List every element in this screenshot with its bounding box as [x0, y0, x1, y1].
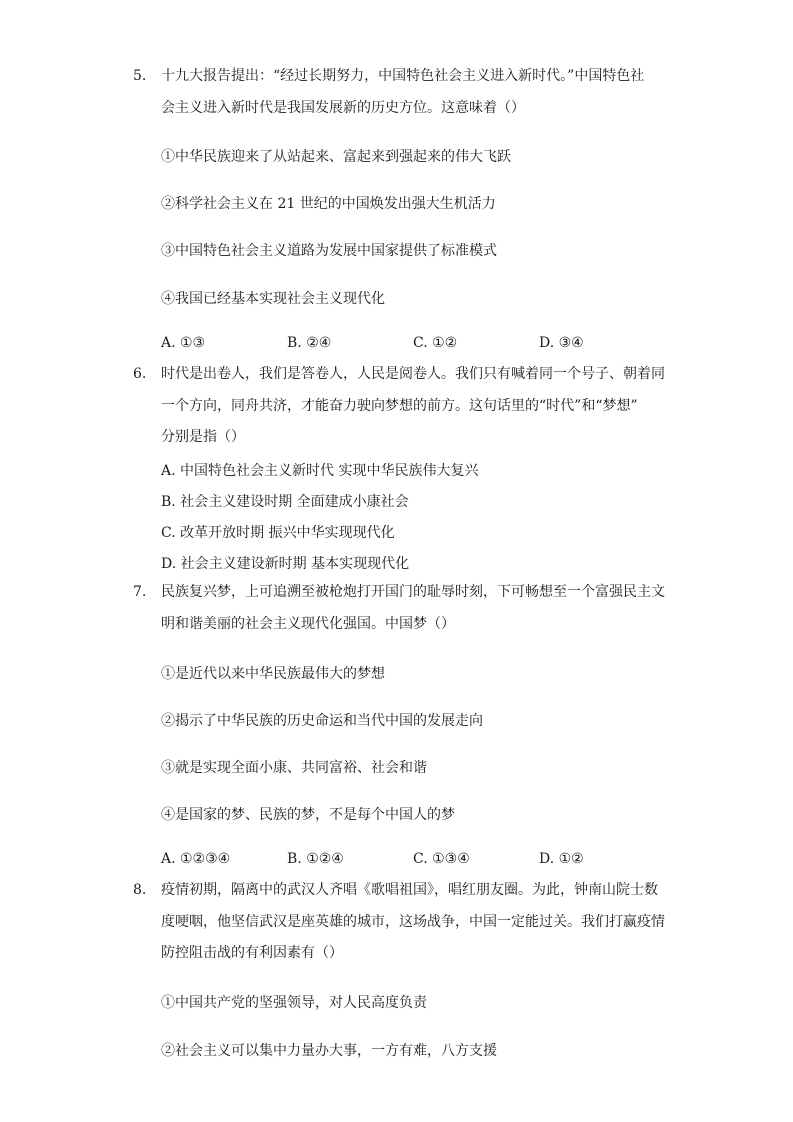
statement: ②社会主义可以集中力量办大事，一方有难，八方支援: [161, 1043, 497, 1059]
question-8: [133, 882, 673, 970]
stem-line: 防控阻击战的有利因素有（）: [161, 945, 343, 961]
stem-line: 分别是指（）: [161, 429, 245, 445]
statement: ①中国共产党的坚强领导，对人民高度负责: [161, 995, 427, 1011]
question-5: [133, 68, 673, 124]
question-stem: [161, 875, 673, 970]
question-number: 8.: [133, 882, 147, 898]
statement: ④我国已经基本实现社会主义现代化: [161, 291, 385, 307]
statement: ③中国特色社会主义道路为发展中国家提供了标准模式: [161, 243, 497, 259]
question-stem: [161, 61, 673, 124]
statement: ②科学社会主义在 21 世纪的中国焕发出强大生机活力: [161, 196, 496, 212]
question-number: 6.: [133, 366, 147, 382]
option-a[interactable]: A. ①②③④: [161, 851, 231, 867]
stem-line: 时代是出卷人，我们是答卷人，人民是阅卷人。我们只有喊着同一个号子、朝着同: [161, 366, 665, 382]
stem-line: 度哽咽，他坚信武汉是座英雄的城市，这场战争，中国一定能过关。我们打赢疫情: [161, 913, 665, 930]
option-d[interactable]: D. ③④: [539, 335, 584, 351]
stem-line: 明和谐美丽的社会主义现代化强国。中国梦（）: [161, 615, 455, 632]
stem-line: 会主义进入新时代是我国发展新的历史方位。这意味着（）: [161, 99, 525, 116]
options-row: [161, 335, 661, 355]
question-number: 5.: [133, 68, 147, 84]
question-stem: [161, 577, 673, 640]
option-c[interactable]: C. ①②: [413, 335, 458, 351]
stem-line: 十九大报告提出：“经过长期努力，中国特色社会主义进入新时代。”中国特色社: [161, 68, 645, 84]
stem-line: 一个方向，同舟共济，才能奋力驶向梦想的前方。这句话里的“时代”和“梦想”: [161, 397, 638, 414]
stem-line: 疫情初期，隔离中的武汉人齐唱《歌唱祖国》，唱红朋友圈。为此，钟南山院士数: [161, 882, 658, 898]
stem-line: 民族复兴梦，上可追溯至被枪炮打开国门的耻辱时刻，下可畅想至一个富强民主文: [161, 584, 665, 600]
statement: ④是国家的梦、民族的梦，不是每个中国人的梦: [161, 807, 455, 823]
option-a[interactable]: A. 中国特色社会主义新时代 实现中华民族伟大复兴: [161, 463, 479, 479]
statement: ②揭示了中华民族的历史命运和当代中国的发展走向: [161, 713, 483, 729]
question-6: [133, 366, 673, 454]
option-d[interactable]: D. 社会主义建设新时期 基本实现现代化: [161, 556, 410, 572]
option-b[interactable]: B. ①②④: [287, 851, 344, 867]
statement: ①是近代以来中华民族最伟大的梦想: [161, 666, 385, 682]
option-c[interactable]: C. 改革开放时期 振兴中华实现现代化: [161, 525, 395, 541]
statement: ③就是实现全面小康、共同富裕、社会和谐: [161, 760, 427, 776]
question-stem: [161, 359, 673, 454]
option-b[interactable]: B. 社会主义建设时期 全面建成小康社会: [161, 494, 409, 510]
option-d[interactable]: D. ①②: [539, 851, 584, 867]
option-c[interactable]: C. ①③④: [413, 851, 470, 867]
option-a[interactable]: A. ①③: [161, 335, 206, 351]
question-number: 7.: [133, 584, 147, 600]
question-7: [133, 584, 673, 640]
option-b[interactable]: B. ②④: [287, 335, 332, 351]
options-row: [161, 851, 661, 871]
statement: ①中华民族迎来了从站起来、富起来到强起来的伟大飞跃: [161, 149, 511, 165]
